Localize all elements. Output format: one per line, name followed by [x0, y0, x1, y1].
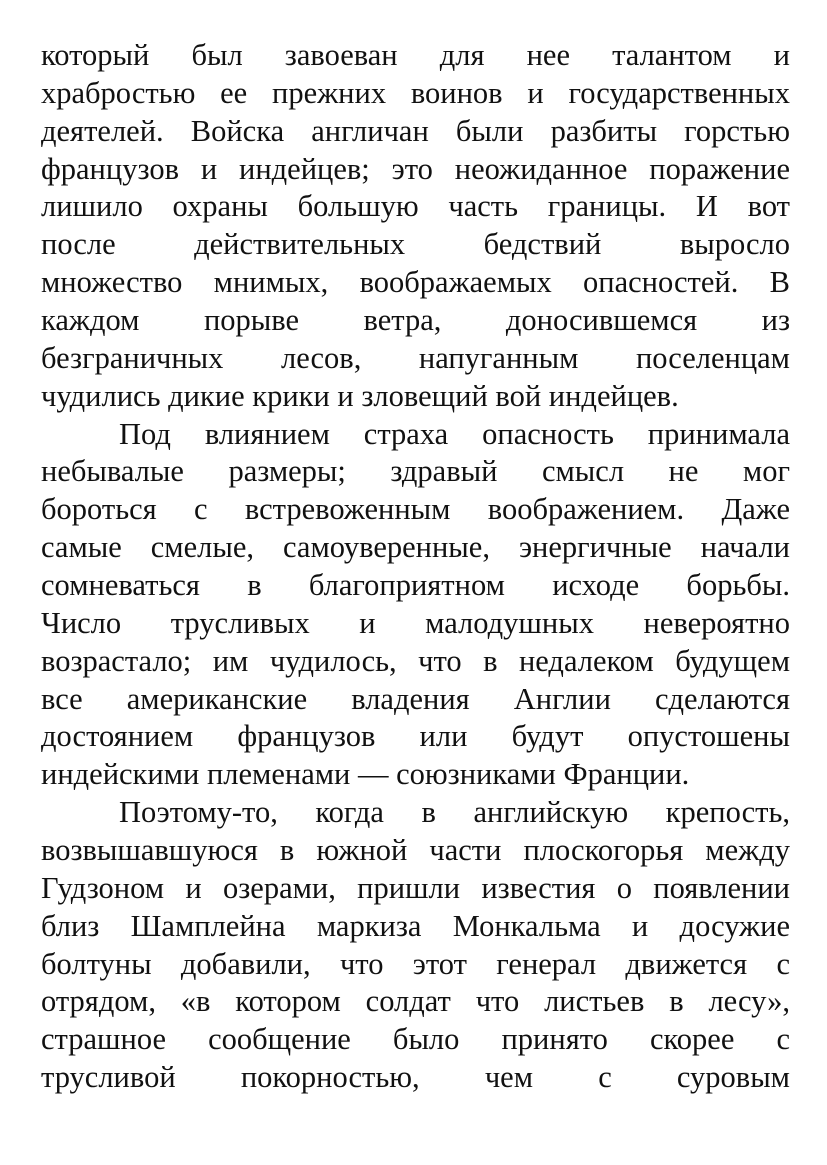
paragraph-1 [41, 37, 790, 416]
text-line: Гудзоном и озерами, пришли известия о появлении [41, 870, 790, 905]
text-line: самые смелые, самоуверенные, энергичные начали [41, 530, 790, 565]
text-line: все американские владения Англии сделаются [41, 681, 790, 716]
text-line: каждом порыве ветра, доносившемся из [41, 303, 790, 338]
text-line: лишило охраны большую часть границы. И вот [41, 189, 790, 224]
text-line: страшное сообщение было принято скорее с [41, 1022, 790, 1057]
text-line: болтуны добавили, что этот генерал движется с [41, 946, 790, 981]
paragraph-2 [41, 416, 790, 795]
text-line: возрастало; им чудилось, что в недалеком будущем [41, 643, 790, 678]
text-line: храбростью ее прежних воинов и государственных [41, 75, 790, 110]
text-line: чудились дикие крики и зловещий вой индейцев. [41, 378, 679, 413]
document-page [41, 37, 790, 1097]
text-line: который был завоеван для нее талантом и [41, 38, 790, 72]
text-line: после действительных бедствий выросло [41, 227, 790, 262]
text-line: трусливой покорностью, чем с суровым [41, 1060, 790, 1095]
text-line: Число трусливых и малодушных невероятно [41, 605, 790, 640]
text-line: достоянием французов или будут опустошены [41, 719, 790, 754]
text-line: Поэтому-то, когда в английскую крепость, [119, 795, 790, 830]
text-line: индейскими племенами — союзниками Франции. [41, 757, 690, 792]
paragraph-3 [41, 794, 790, 1097]
text-line: близ Шамплейна маркиза Монкальма и досужие [41, 908, 790, 943]
text-line: сомневаться в благоприятном исходе борьбы. [41, 568, 790, 603]
text-line: французов и индейцев; это неожиданное поражение [41, 151, 790, 186]
text-line: множество мнимых, воображаемых опасностей. В [41, 265, 790, 300]
text-line: Под влиянием страха опасность принимала [119, 416, 790, 451]
text-line: деятелей. Войска англичан были разбиты горстью [41, 113, 790, 148]
text-line: бороться с встревоженным воображением. Даже [41, 492, 790, 527]
text-line: безграничных лесов, напуганным поселенцам [41, 340, 790, 375]
text-line: отрядом, «в котором солдат что листьев в лесу», [41, 984, 790, 1019]
text-line: возвышавшуюся в южной части плоскогорья между [41, 833, 790, 868]
text-line: небывалые размеры; здравый смысл не мог [41, 454, 790, 489]
